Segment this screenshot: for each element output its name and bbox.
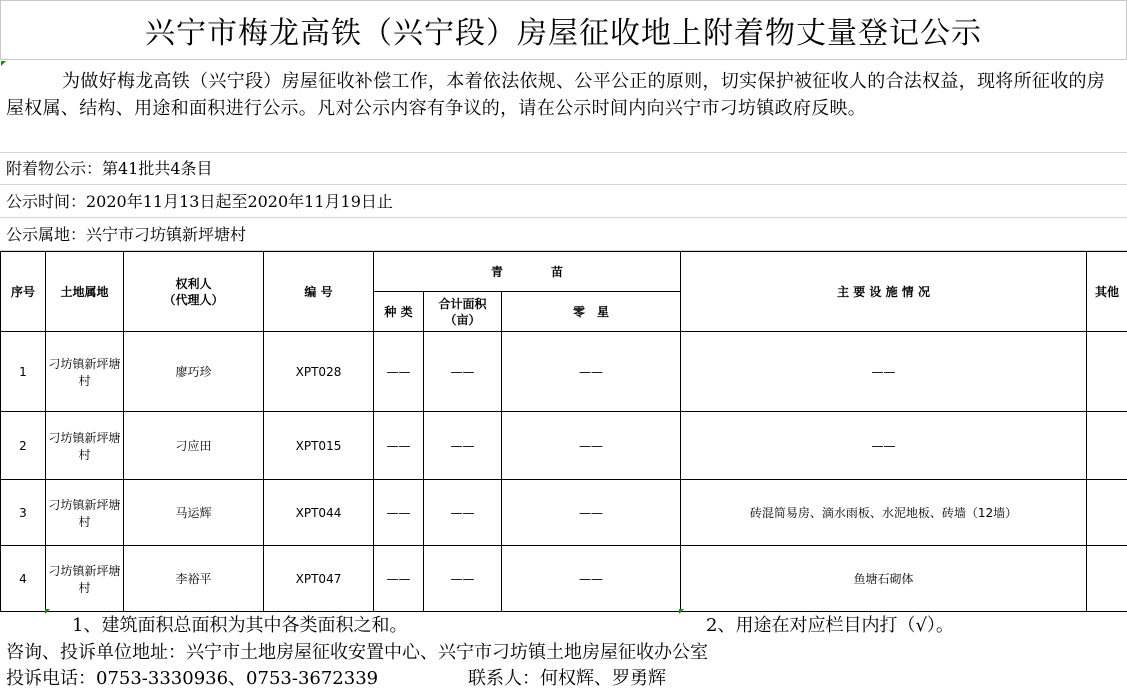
cell-owner: 廖巧珍 xyxy=(124,332,264,412)
cell-kind: —— xyxy=(374,332,424,412)
cell-land: 刁坊镇新坪塘村 xyxy=(46,546,124,612)
cell-other xyxy=(1087,332,1127,412)
batch-info: 附着物公示：第41批共4条目 xyxy=(0,153,1127,185)
cell-code: XPT044 xyxy=(264,480,374,546)
header-owner-line1: 权利人 xyxy=(124,276,263,292)
footer-contact: 联系人：何权辉、罗勇辉 xyxy=(468,665,666,693)
cell-land: 刁坊镇新坪塘村 xyxy=(46,480,124,546)
header-scattered: 零 星 xyxy=(502,292,681,332)
header-other: 其他 xyxy=(1087,252,1127,332)
cell-area: —— xyxy=(424,480,502,546)
cell-area: —— xyxy=(424,412,502,480)
header-crops: 青 苗 xyxy=(374,252,681,292)
table-header-row xyxy=(1,252,1127,292)
cell-area: —— xyxy=(424,332,502,412)
cell-kind: —— xyxy=(374,480,424,546)
cell-scattered: —— xyxy=(502,480,681,546)
header-facilities: 主 要 设 施 情 况 xyxy=(681,252,1087,332)
cell-scattered: —— xyxy=(502,546,681,612)
registry-table xyxy=(0,251,1127,612)
header-owner-line2: （代理人） xyxy=(124,292,263,308)
cell-facilities: —— xyxy=(681,412,1087,480)
location-info: 公示属地：兴宁市刁坊镇新坪塘村 xyxy=(0,219,1127,251)
cell-land: 刁坊镇新坪塘村 xyxy=(46,412,124,480)
cell-kind: —— xyxy=(374,412,424,480)
cell-code: XPT047 xyxy=(264,546,374,612)
cell-facilities: 鱼塘石砌体 xyxy=(681,546,1087,612)
header-area xyxy=(424,292,502,332)
header-area-line1: 合计面积 xyxy=(424,296,501,312)
cell-owner: 马运辉 xyxy=(124,480,264,546)
cell-seq: 3 xyxy=(1,480,46,546)
header-land: 土地属地 xyxy=(46,252,124,332)
header-code: 编 号 xyxy=(264,252,374,332)
cell-kind: —— xyxy=(374,546,424,612)
period-info: 公示时间：2020年11月13日起至2020年11月19日止 xyxy=(0,186,1127,218)
cell-scattered: —— xyxy=(502,412,681,480)
cell-owner: 李裕平 xyxy=(124,546,264,612)
note-area-sum: 1、建筑面积总面积为其中各类面积之和。 xyxy=(72,612,407,639)
cell-other xyxy=(1087,480,1127,546)
footer-address: 咨询、投诉单位地址：兴宁市土地房屋征收安置中心、兴宁市刁坊镇土地房屋征收办公室 xyxy=(6,639,708,667)
page-title: 兴宁市梅龙高铁（兴宁段）房屋征收地上附着物丈量登记公示 xyxy=(0,0,1127,60)
cell-seq: 1 xyxy=(1,332,46,412)
header-owner xyxy=(124,252,264,332)
cell-seq: 4 xyxy=(1,546,46,612)
cell-seq: 2 xyxy=(1,412,46,480)
intro-paragraph: 为做好梅龙高铁（兴宁段）房屋征收补偿工作，本着依法依规、公平公正的原则，切实保护被征收人的合法权益，现将所征收的房屋权属、结构、用途和面积进行公示。凡对公示内容有争议的，请在公示时间内向兴宁市刁坊镇政府反映。 xyxy=(0,60,1127,153)
table-row xyxy=(1,332,1127,412)
cell-other xyxy=(1087,546,1127,612)
footer-phone: 投诉电话：0753-3330936、0753-3672339 xyxy=(6,665,378,693)
table-row xyxy=(1,546,1127,612)
header-seq: 序号 xyxy=(1,252,46,332)
cell-facilities: 砖混简易房、滴水雨板、水泥地板、砖墙（12墙） xyxy=(681,480,1087,546)
header-kind: 种 类 xyxy=(374,292,424,332)
cell-area: —— xyxy=(424,546,502,612)
table-row xyxy=(1,480,1127,546)
header-area-line2: （亩） xyxy=(424,312,501,328)
cell-owner: 刁应田 xyxy=(124,412,264,480)
cell-scattered: —— xyxy=(502,332,681,412)
cell-marker xyxy=(679,609,684,614)
table-row xyxy=(1,412,1127,480)
cell-marker xyxy=(45,609,50,614)
cell-code: XPT028 xyxy=(264,332,374,412)
cell-facilities: —— xyxy=(681,332,1087,412)
cell-land: 刁坊镇新坪塘村 xyxy=(46,332,124,412)
note-usage-tick: 2、用途在对应栏目内打（√）。 xyxy=(706,612,954,639)
cell-other xyxy=(1087,412,1127,480)
cell-code: XPT015 xyxy=(264,412,374,480)
